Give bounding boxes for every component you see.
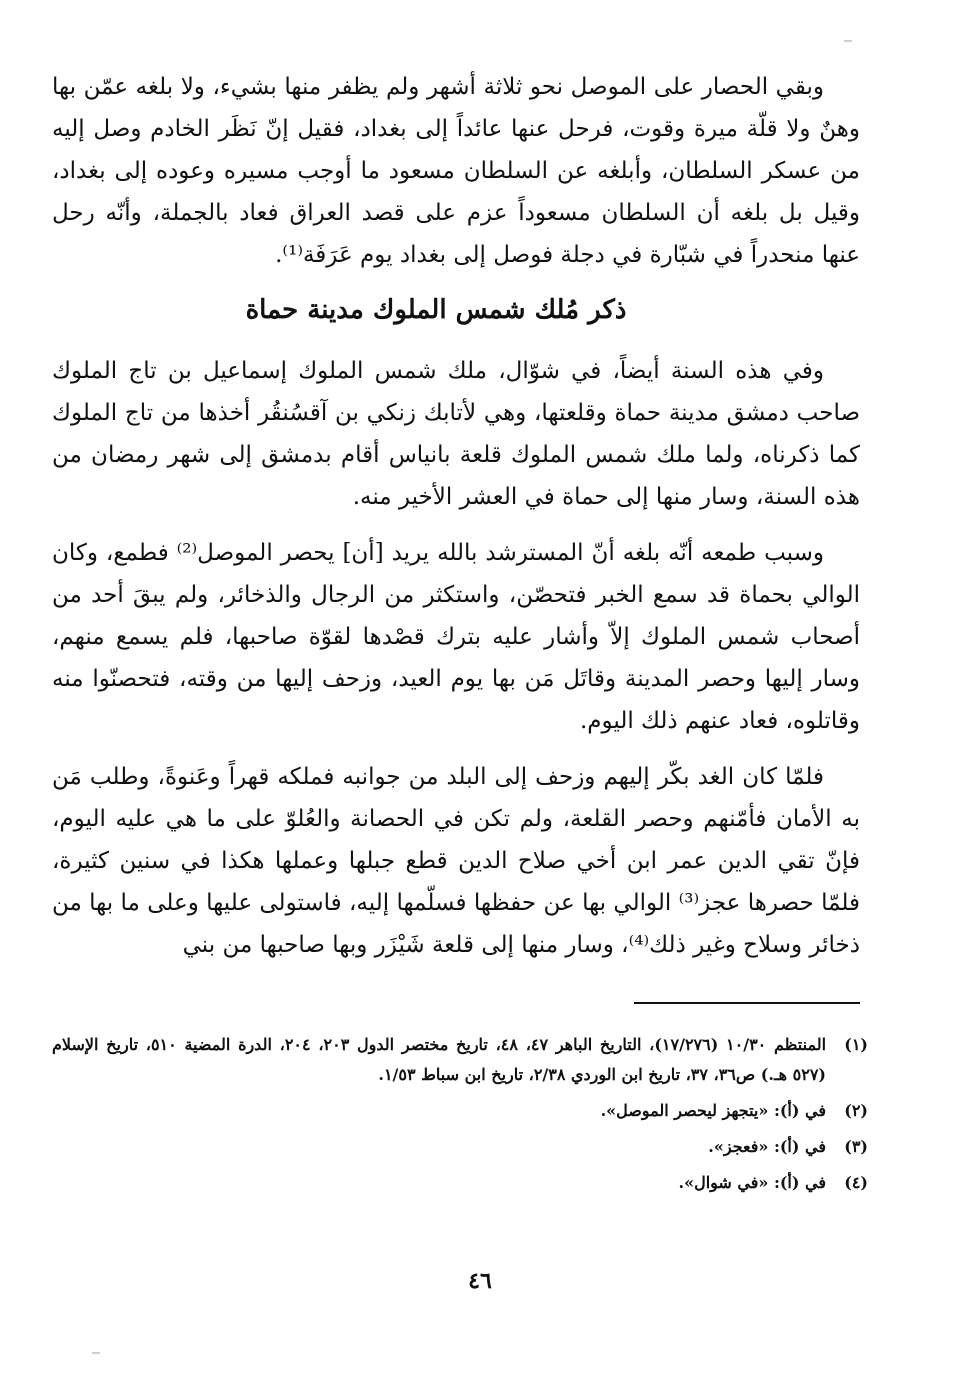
footnote-text: المنتظم ١٠/٣٠ (١٧/٢٧٦)، التاريخ الباهر ٤٧، ٤٨، تاريخ مختصر الدول ٢٠٣، ٢٠٤، الدرة المضية ٥١٠، تاريخ الإسلام (٥٢٧ هـ.) ص٣٦، ٣٧، تاريخ ابن الوردي ٢/٣٨، تاريخ ابن سباط ١/٥٣. xyxy=(52,1035,827,1084)
footnote-text: في (أ): «في شوال». xyxy=(678,1173,826,1192)
footnote-number: (٤) xyxy=(844,1173,868,1192)
section-heading: ذكر مُلك شمس الملوك مدينة حماة xyxy=(245,295,627,325)
scan-mark xyxy=(844,40,852,42)
footnote-4 xyxy=(52,1168,868,1198)
footnote-number: (٢) xyxy=(844,1101,868,1120)
footnote-2 xyxy=(52,1096,868,1126)
footnote-number: (١) xyxy=(844,1035,868,1054)
footnote-separator xyxy=(634,1002,860,1004)
footnote-3 xyxy=(52,1132,868,1162)
scan-mark xyxy=(92,1352,100,1354)
main-text xyxy=(52,66,860,966)
paragraph-1: وبقي الحصار على الموصل نحو ثلاثة أشهر ولم يظفر منها بشيء، ولا بلغه عمّن بها وهنٌ ولا قلّة ميرة وقوت، فرحل عنها عائداً إلى بغداد، فقيل إنّ نَظَر الخادم وصل إليه من عسكر السلطان، وأبلغه عن السلطان مسعود ما أوجب مسيره وعوده إلى بغداد، وقيل بل بلغه أن السلطان مسعوداً عزم على قصد العراق فعاد بالجملة، وأنّه رحل عنها منحدراً في شبّارة في دجلة فوصل إلى بغداد يوم عَرَفَة⁽¹⁾. xyxy=(52,74,860,268)
footnote-1 xyxy=(52,1030,868,1090)
paragraph-4: فلمّا كان الغد بكّر إليهم وزحف إلى البلد من جوانبه فملكه قهراً وعَنوةً، وطلب مَن به الأمان فأمّنهم وحصر القلعة، ولم تكن في الحصانة والعُلوّ على ما هي عليه اليوم، فإنّ تقي الدين عمر ابن أخي صلاح الدين قطع جبلها وعملها هكذا في سنين كثيرة، فلمّا حصرها عجز⁽³⁾ الوالي بها عن حفظها فسلّمها إليه، فاستولى عليها وعلى ما بها من ذخائر وسلاح وغير ذلك⁽⁴⁾، وسار منها إلى قلعة شَيْزَر وبها صاحبها من بني xyxy=(52,764,861,958)
paragraph-3: وسبب طمعه أنّه بلغه أنّ المسترشد بالله يريد [أن] يحصر الموصل⁽²⁾ فطمع، وكان الوالي بحماة قد سمع الخبر فتحصّن، واستكثر من الرجال والذخائر، ولم يبقَ أحد من أصحاب شمس الملوك إلاّ وأشار عليه بترك قصْدها لقوّة صاحبها، فلم يسمع منهم، وسار إليها وحصر المدينة وقاتَل مَن بها يوم العيد، وزحف إليها من وقته، فتحصنّوا منه وقاتلوه، فعاد عنهم ذلك اليوم. xyxy=(52,540,860,734)
footnote-text: في (أ): «فعجز». xyxy=(708,1137,826,1156)
paragraph-2: وفي هذه السنة أيضاً، في شوّال، ملك شمس الملوك إسماعيل بن تاج الملوك صاحب دمشق مدينة حماة وقلعتها، وهي لأتابك زنكي بن آقسُنقُر أخذها من تاج الملوك كما ذكرناه، ولما ملك شمس الملوك قلعة بانياس أقام بدمشق إلى شهر رمضان من هذه السنة، وسار منها إلى حماة في العشر الأخير منه. xyxy=(52,358,860,510)
footnotes xyxy=(52,1030,868,1204)
page-number: ٤٦ xyxy=(468,1268,492,1294)
footnote-number: (٣) xyxy=(844,1137,868,1156)
footnote-text: في (أ): «يتجهز ليحصر الموصل». xyxy=(600,1101,826,1120)
